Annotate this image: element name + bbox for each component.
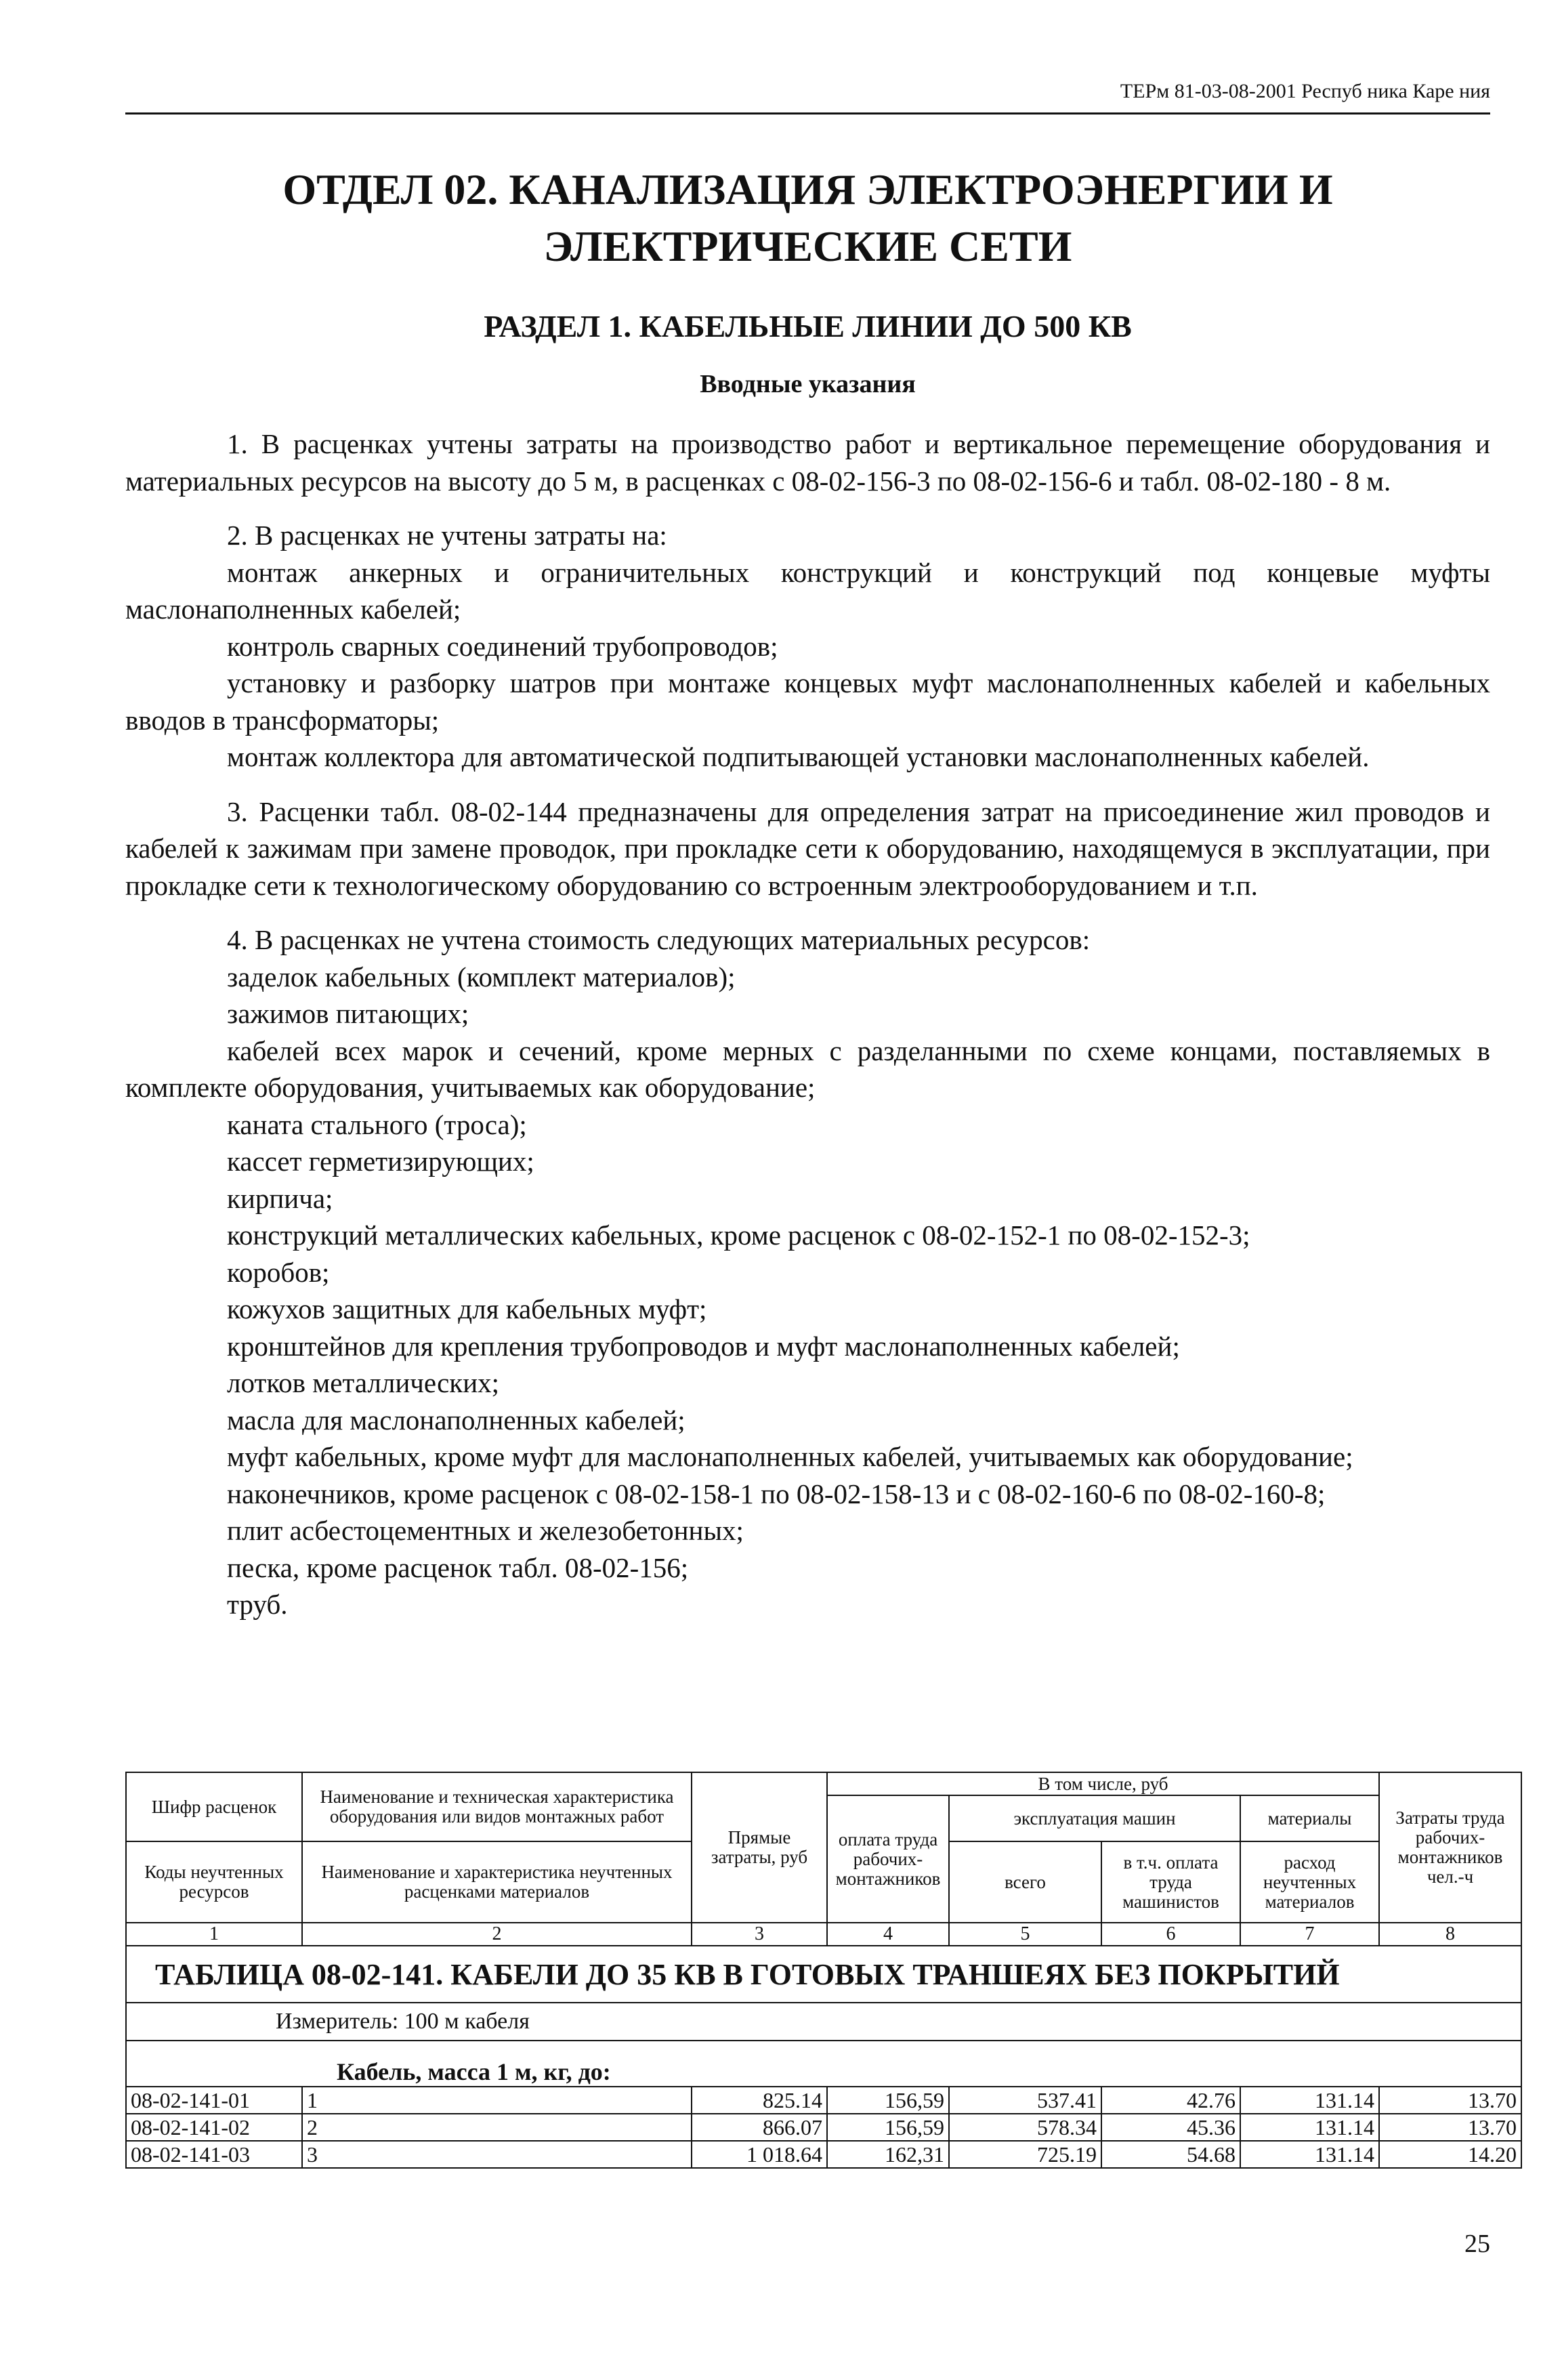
list-item: кирпича; bbox=[227, 1182, 333, 1214]
row-direct: 825.14 bbox=[692, 2087, 827, 2114]
row-name: 3 bbox=[302, 2141, 692, 2168]
row-labor-pay: 156,59 bbox=[827, 2087, 949, 2114]
paragraph-4-intro: 4. В расценках не учтена стоимость следующих материальных ресурсов: bbox=[227, 924, 1091, 955]
row-code: 08-02-141-03 bbox=[126, 2141, 302, 2168]
list-item: масла для маслонаполненных кабелей; bbox=[227, 1404, 685, 1436]
subsection-title: Вводные указания bbox=[700, 370, 916, 398]
column-number: 7 bbox=[1240, 1923, 1379, 1946]
header-materials: материалы bbox=[1240, 1795, 1379, 1841]
row-labor-pay: 162,31 bbox=[827, 2141, 949, 2168]
row-machinists: 45.36 bbox=[1101, 2114, 1240, 2141]
department-title bbox=[125, 161, 1490, 275]
header-direct-costs: Прямые затраты, руб bbox=[692, 1772, 827, 1923]
row-materials: 131.14 bbox=[1240, 2114, 1379, 2141]
list-item: наконечников, кроме расценок с 08-02-158-1 по 08-02-158-13 и с 08-02-160-6 по 08-02-160-8; bbox=[227, 1478, 1326, 1509]
row-machinists: 54.68 bbox=[1101, 2141, 1240, 2168]
row-machines: 578.34 bbox=[949, 2114, 1101, 2141]
list-item: труб. bbox=[227, 1589, 288, 1620]
row-code: 08-02-141-02 bbox=[126, 2114, 302, 2141]
paragraph-2-intro: 2. В расценках не учтены затраты на: bbox=[227, 520, 667, 551]
row-labor-hours: 13.70 bbox=[1379, 2087, 1521, 2114]
list-item: конструкций металлических кабельных, кроме расценок с 08-02-152-1 по 08-02-152-3; bbox=[227, 1219, 1250, 1251]
row-labor-hours: 13.70 bbox=[1379, 2114, 1521, 2141]
header-total: всего bbox=[949, 1841, 1101, 1923]
table-caption: ТАБЛИЦА 08-02-141. КАБЕЛИ ДО 35 КВ В ГОТОВЫХ ТРАНШЕЯХ БЕЗ ПОКРЫТИЙ bbox=[126, 1946, 1521, 2003]
column-number: 4 bbox=[827, 1923, 949, 1946]
list-item: кассет герметизирующих; bbox=[227, 1146, 534, 1177]
list-item: кожухов защитных для кабельных муфт; bbox=[227, 1293, 707, 1324]
running-header: ТЕРм 81-03-08-2001 Респуб ника Каре ния bbox=[1120, 80, 1490, 102]
row-labor-pay: 156,59 bbox=[827, 2114, 949, 2141]
table-row bbox=[126, 2114, 1521, 2141]
list-item: заделок кабельных (комплект материалов); bbox=[227, 961, 736, 993]
table-meter: Измеритель: 100 м кабеля bbox=[126, 2003, 1521, 2041]
page-number: 25 bbox=[1464, 2230, 1490, 2258]
row-materials: 131.14 bbox=[1240, 2087, 1379, 2114]
rates-table bbox=[125, 1772, 1522, 2169]
header-rule bbox=[125, 112, 1490, 114]
list-item: монтаж коллектора для автоматической подпитывающей установки маслонаполненных кабелей. bbox=[227, 741, 1370, 772]
row-machines: 537.41 bbox=[949, 2087, 1101, 2114]
header-resource-codes: Коды неучтенных ресурсов bbox=[126, 1841, 302, 1923]
row-materials: 131.14 bbox=[1240, 2141, 1379, 2168]
list-item: зажимов питающих; bbox=[227, 998, 469, 1029]
list-item: каната стального (троса); bbox=[227, 1108, 527, 1140]
paragraph-1: 1. В расценках учтены затраты на производство работ и вертикальное перемещение оборудования и материальных ресурсов на высоту до 5 м, в расценках с 08-02-156-3 по 08-02-156-6 и табл. 08-02-180 - 8 м. bbox=[125, 428, 1490, 497]
department-title-line2: ЭЛЕКТРИЧЕСКИЕ СЕТИ bbox=[543, 222, 1072, 270]
header-labor-pay: оплата труда рабочих-монтажников bbox=[827, 1795, 949, 1923]
row-labor-hours: 14.20 bbox=[1379, 2141, 1521, 2168]
table-row bbox=[126, 2141, 1521, 2168]
column-number: 3 bbox=[692, 1923, 827, 1946]
list-item: песка, кроме расценок табл. 08-02-156; bbox=[227, 1551, 689, 1583]
list-item: кронштейнов для крепления трубопроводов и муфт маслонаполненных кабелей; bbox=[227, 1330, 1180, 1362]
list-item: лотков металлических; bbox=[227, 1367, 500, 1398]
header-machines: эксплуатация машин bbox=[949, 1795, 1240, 1841]
header-incl: В том числе, руб bbox=[827, 1772, 1379, 1795]
column-number: 6 bbox=[1101, 1923, 1240, 1946]
row-direct: 866.07 bbox=[692, 2114, 827, 2141]
header-machinists-pay: в т.ч. оплата труда машинистов bbox=[1101, 1841, 1240, 1923]
mass-label: Кабель, масса 1 м, кг, до: bbox=[126, 2041, 1521, 2087]
row-machinists: 42.76 bbox=[1101, 2087, 1240, 2114]
header-labor-costs: Затраты труда рабочих-монтажников чел.-ч bbox=[1379, 1772, 1521, 1923]
row-name: 2 bbox=[302, 2114, 692, 2141]
list-item: плит асбестоцементных и железобетонных; bbox=[227, 1515, 744, 1546]
list-item: муфт кабельных, кроме муфт для маслонаполненных кабелей, учитываемых как оборудование; bbox=[227, 1441, 1353, 1472]
header-code: Шифр расценок bbox=[126, 1772, 302, 1841]
row-code: 08-02-141-01 bbox=[126, 2087, 302, 2114]
paragraph-3: 3. Расценки табл. 08-02-144 предназначены для определения затрат на присоединение жил проводов и кабелей к зажимам при замене проводок, при прокладке сети к оборудованию, находящемуся в эксплуатации, при прокладке сети к технологическому оборудованию со встроенным электрооборудованием и т.п. bbox=[125, 795, 1490, 901]
row-machines: 725.19 bbox=[949, 2141, 1101, 2168]
column-number: 2 bbox=[302, 1923, 692, 1946]
list-item: монтаж анкерных и ограничительных конструкций и конструкций под концевые муфты маслонаполненных кабелей; bbox=[125, 556, 1490, 625]
table-row bbox=[126, 2087, 1521, 2114]
intro-text bbox=[125, 425, 1490, 1623]
column-number: 8 bbox=[1379, 1923, 1521, 1946]
header-unaccounted-materials: расход неучтенных материалов bbox=[1240, 1841, 1379, 1923]
list-item: контроль сварных соединений трубопроводов; bbox=[227, 630, 778, 662]
list-item: кабелей всех марок и сечений, кроме мерных с разделанными по схеме концами, поставляемых в комплекте оборудования, учитываемых как оборудование; bbox=[125, 1035, 1490, 1103]
header-name: Наименование и техническая характеристика оборудования или видов монтажных работ bbox=[302, 1772, 692, 1841]
row-name: 1 bbox=[302, 2087, 692, 2114]
header-resource-names: Наименование и характеристика неучтенных расценками материалов bbox=[302, 1841, 692, 1923]
list-item: коробов; bbox=[227, 1256, 330, 1288]
column-number: 1 bbox=[126, 1923, 302, 1946]
list-item: установку и разборку шатров при монтаже концевых муфт маслонаполненных кабелей и кабельных вводов в трансформаторы; bbox=[125, 667, 1490, 736]
section-title: РАЗДЕЛ 1. КАБЕЛЬНЫЕ ЛИНИИ ДО 500 КВ bbox=[484, 309, 1132, 343]
column-number: 5 bbox=[949, 1923, 1101, 1946]
department-title-line1: ОТДЕЛ 02. КАНАЛИЗАЦИЯ ЭЛЕКТРОЭНЕРГИИ И bbox=[282, 165, 1333, 213]
row-direct: 1 018.64 bbox=[692, 2141, 827, 2168]
